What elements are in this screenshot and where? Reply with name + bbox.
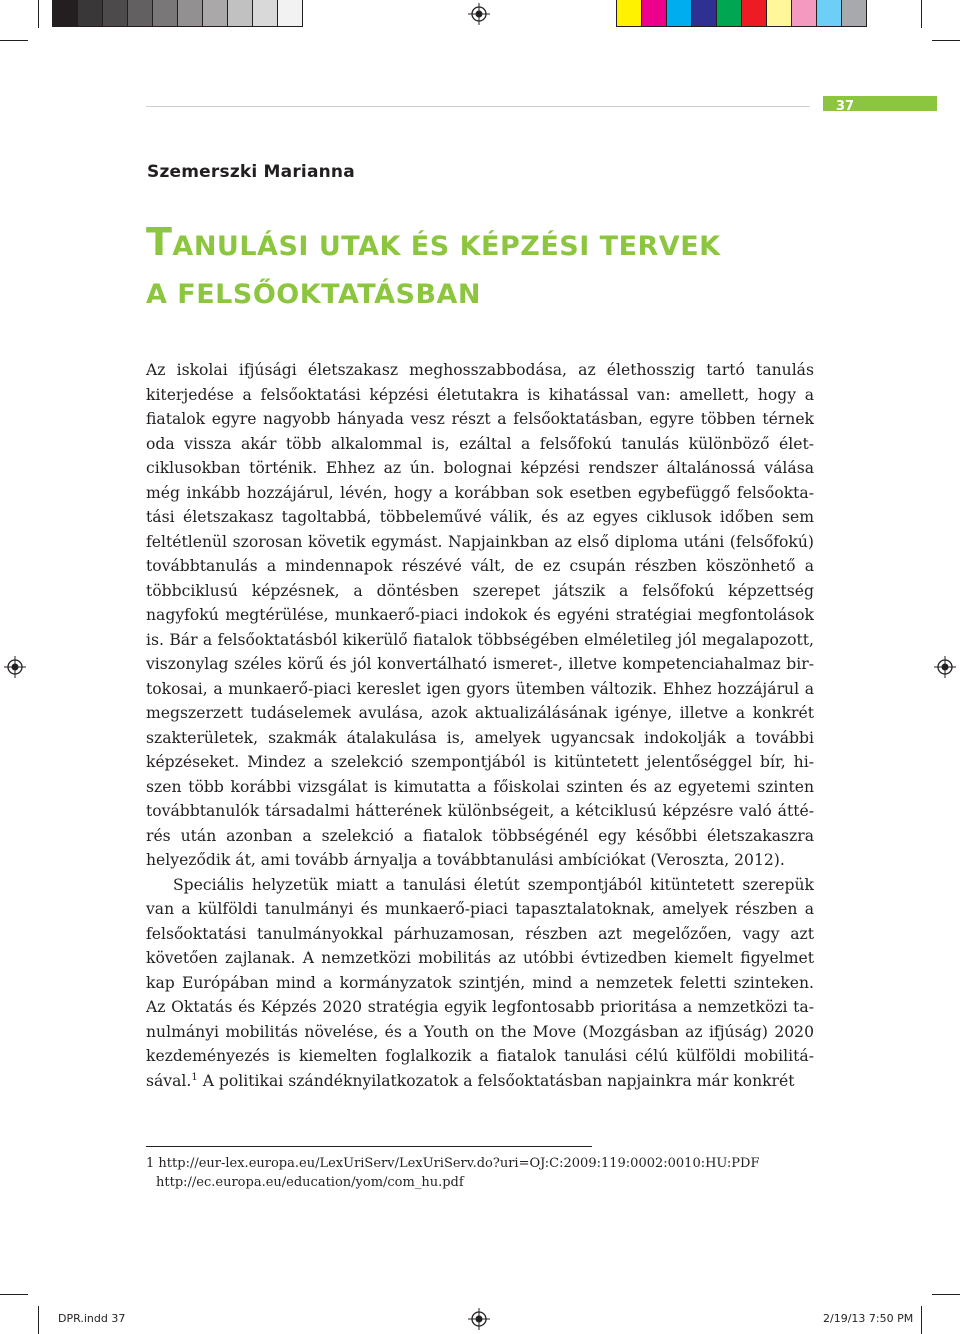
registration-mark-icon bbox=[934, 656, 956, 678]
gray-swatch-2 bbox=[77, 0, 103, 27]
gray-swatch-8 bbox=[227, 0, 253, 27]
color-swatch-7 bbox=[766, 0, 792, 27]
gray-swatch-4 bbox=[127, 0, 153, 27]
footnote-reference[interactable]: 1 bbox=[191, 1071, 198, 1083]
crop-mark bbox=[0, 40, 28, 41]
paragraph-2-tail: A politikai szándéknyilatkozatok a felsőoktatásban napjainkra már konkrét bbox=[197, 1071, 795, 1090]
paragraph-2-text: Speciális helyzetük miatt a tanulási életút szempontjából kitüntetett szerepük van a külföldi tanulmányi és munkaerő-piaci tapasztalatoknak, amelyek részben a felsőoktatási tanulmányokkal párhuzamosan, részben azt megelőzően, vagy azt követően zajlanak. A nemzetközi mobilitás az utóbbi évtizedben kiemelt figyelmet kap Európában mind a kormányzatok szintjén, mind a nemzetek feletti szinteken. Az Oktatás és Képzés 2020 stratégia egyik legfontosabb prioritása a nemzetközi tanulmányi mobilitás növelése, és a Youth on the Move (Mozgásban az ifjúság) 2020 kezdeményezés is kiemelten foglalkozik a fiatalok tanulási célú külföldi mobilitásával. bbox=[146, 875, 814, 1090]
registration-mark-icon bbox=[468, 3, 490, 25]
article-title bbox=[146, 218, 826, 319]
footnote-link-2[interactable]: http://ec.europa.eu/education/yom/com_hu.pdf bbox=[156, 1175, 464, 1190]
body-paragraph-1: Az iskolai ifjúsági életszakasz meghosszabbodása, az élethosszig tartó tanulás kiterjedése a felsőoktatási képzési életutakra is kihatással van: amellett, hogy a fiatalok egyre nagyobb hányada vesz részt a felsőoktatásban, egyre többen térnek oda vissza akár több alkalommal is, ezáltal a felsőfokú tanulás különböző életciklusokban történik. Ehhez az ún. bolognai képzési rendszer általánossá válása még inkább hozzájárul, lévén, hogy a korábban sok esetben egybefüggő felsőoktatási életszakasz tagoltabbá, többeleművé válik, és az egyes ciklusok időben sem feltétlenül szorosan követik egymást. Napjainkban az első diploma utáni (felsőfokú) továbbtanulás a mindennapok részévé vált, de ez csupán részben köszönhető a többciklusú képzésnek, a döntésben szerepet játszik a felsőfokú képzettség nagyfokú megtérülése, munkaerő-piaci indokok és egyéni stratégiai megfontolások is. Bár a felsőoktatásból kikerülő fiatalok többségében elméletileg jól megalapozott, viszonylag széles körű és jól konvertálható ismeret-, illetve kompetenciahalmaz birtokosai, a munkaerő-piaci kereslet igen gyors ütemben változik. Ehhez hozzájárul a megszerzett tudáselemek avulása, azok aktualizálásának igénye, illetve a konkrét szakterületek, szakmák átalakulása is, amelyek ugyancsak indokolják a további képzéseket. Mindez a szelekció szempontjából is kitüntetett jelentőséggel bír, hiszen több korábbi vizsgálat is kimutatta a főiskolai szinten és az egyetemi szinten továbbtanulók társadalmi hátterének különbségeit, a kétciklusú képzésre való áttérés után azonban a szelekció a fiatalok többségénél egy későbbi életszakaszra helyeződik át, ami tovább árnyalja a továbbtanulási ambíciókat (Veroszta, 2012). bbox=[146, 361, 814, 869]
gray-swatch-9 bbox=[252, 0, 278, 27]
color-swatch-5 bbox=[716, 0, 742, 27]
article-body bbox=[146, 358, 814, 1093]
footnote-rule bbox=[146, 1146, 592, 1147]
title-line-2: A FELSŐOKTATÁSBAN bbox=[146, 279, 482, 310]
slug-file-info: DPR.indd 37 bbox=[58, 1312, 126, 1325]
title-initial: T bbox=[146, 220, 173, 264]
registration-mark-icon bbox=[4, 656, 26, 678]
title-line-1-rest: ANULÁSI UTAK ÉS KÉPZÉSI TERVEK bbox=[172, 231, 721, 262]
registration-mark-icon bbox=[468, 1308, 490, 1330]
gray-swatch-6 bbox=[177, 0, 203, 27]
gray-swatch-7 bbox=[202, 0, 228, 27]
grayscale-calibration-strip bbox=[52, 0, 302, 28]
header-rule bbox=[146, 106, 810, 107]
gray-swatch-5 bbox=[152, 0, 178, 27]
color-swatch-9 bbox=[816, 0, 842, 27]
slug-date-info: 2/19/13 7:50 PM bbox=[823, 1312, 914, 1325]
footnotes bbox=[146, 1154, 826, 1192]
crop-mark bbox=[932, 40, 960, 41]
color-swatch-3 bbox=[666, 0, 692, 27]
color-swatch-2 bbox=[641, 0, 667, 27]
gray-swatch-10 bbox=[277, 0, 303, 27]
gray-swatch-3 bbox=[102, 0, 128, 27]
crop-mark bbox=[38, 1306, 39, 1334]
author-name: Szemerszki Marianna bbox=[147, 162, 355, 182]
crop-mark bbox=[932, 1294, 960, 1295]
color-swatch-4 bbox=[691, 0, 717, 27]
color-swatch-1 bbox=[616, 0, 642, 27]
gray-swatch-1 bbox=[52, 0, 78, 27]
color-swatch-10 bbox=[841, 0, 867, 27]
body-paragraph-2 bbox=[146, 873, 814, 1094]
page-number: 37 bbox=[823, 96, 937, 111]
crop-mark bbox=[921, 0, 922, 28]
crop-mark bbox=[0, 1294, 28, 1295]
footnote-link-1[interactable]: http://eur-lex.europa.eu/LexUriServ/LexUriServ.do?uri=OJ:C:2009:119:0002:0010:HU:PDF bbox=[158, 1156, 760, 1171]
color-swatch-8 bbox=[791, 0, 817, 27]
footnote-number: 1 bbox=[146, 1156, 155, 1171]
crop-mark bbox=[38, 0, 39, 28]
color-calibration-strip bbox=[616, 0, 866, 28]
footnote-1 bbox=[146, 1154, 826, 1173]
color-swatch-6 bbox=[741, 0, 767, 27]
footnote-1-continued bbox=[146, 1173, 826, 1192]
crop-mark bbox=[921, 1306, 922, 1334]
